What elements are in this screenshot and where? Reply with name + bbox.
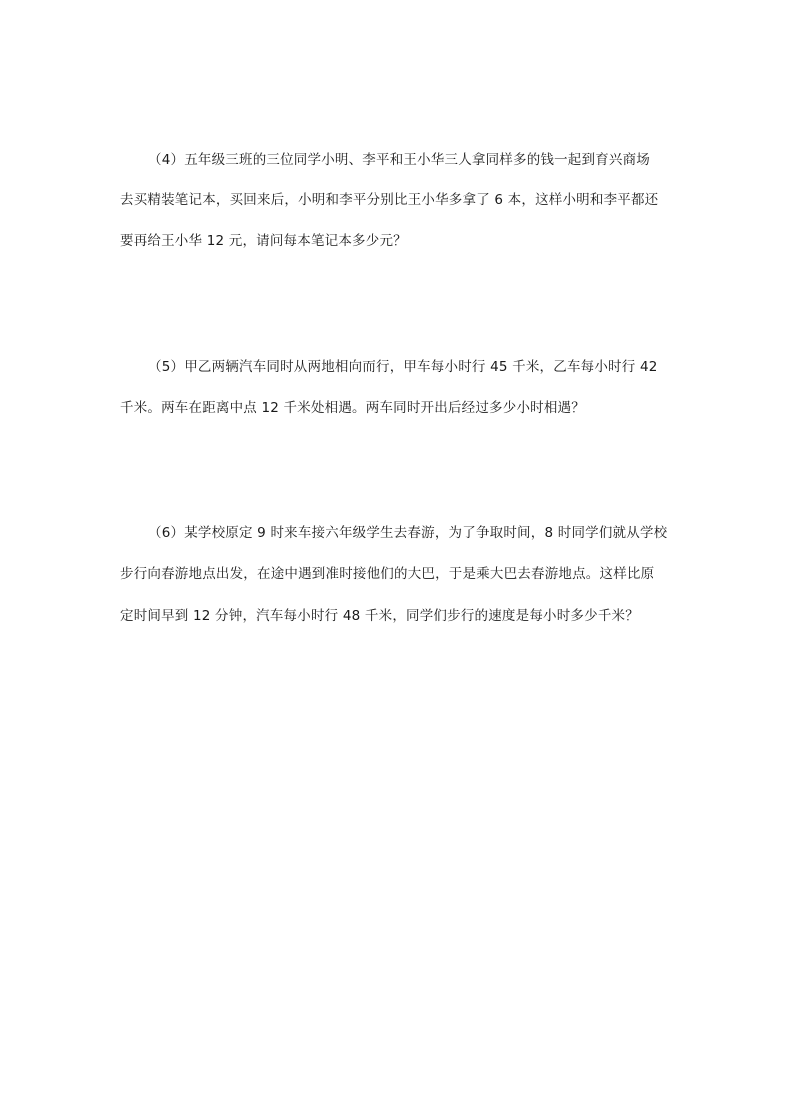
problem-6-line-3: 定时间早到 12 分钟，汽车每小时行 48 千米，同学们步行的速度是每小时多少千米？	[120, 608, 639, 624]
problem-5-line-2: 千米。两车在距离中点 12 千米处相遇。两车同时开出后经过多少小时相遇？	[120, 400, 585, 416]
problem-4-line-2: 去买精装笔记本，买回来后，小明和李平分别比王小华多拿了 6 本，这样小明和李平都还	[120, 192, 659, 208]
problem-4-line-1: （4）五年级三班的三位同学小明、李平和王小华三人拿同样多的钱一起到育兴商场	[148, 152, 650, 168]
problem-4-line-3: 要再给王小华 12 元，请问每本笔记本多少元？	[120, 233, 407, 249]
problem-6-line-1: （6）某学校原定 9 时来车接六年级学生去春游，为了争取时间，8 时同学们就从学校	[148, 525, 668, 541]
problem-5-line-1: （5）甲乙两辆汽车同时从两地相向而行，甲车每小时行 45 千米，乙车每小时行 42	[148, 359, 658, 375]
problem-6-line-2: 步行向春游地点出发，在途中遇到准时接他们的大巴，于是乘大巴去春游地点。这样比原	[120, 566, 655, 582]
